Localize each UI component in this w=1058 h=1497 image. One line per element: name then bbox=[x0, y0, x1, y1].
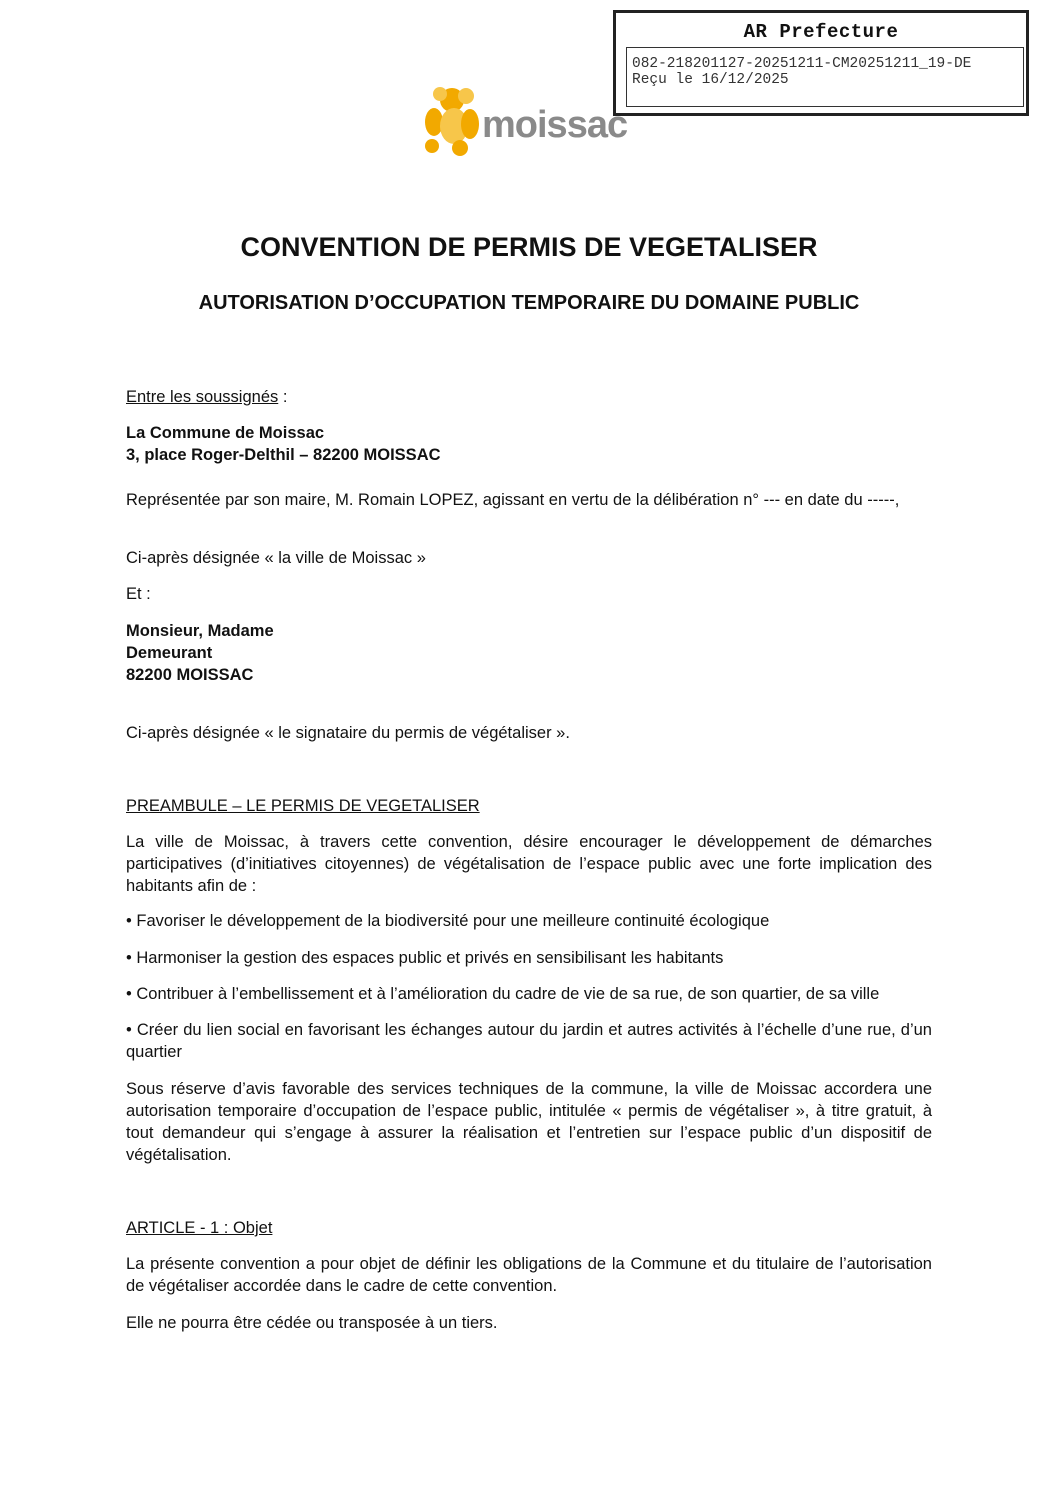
parties-intro-label: Entre les soussignés bbox=[126, 388, 279, 406]
stamp-title: AR Prefecture bbox=[743, 21, 899, 43]
signatory-city: 82200 MOISSAC bbox=[126, 666, 254, 684]
preamble-bullet: • Favoriser le développement de la biodiversité pour une meilleure continuité écologique bbox=[126, 912, 770, 930]
preamble-heading: PREAMBULE – LE PERMIS DE VEGETALISER bbox=[126, 797, 480, 815]
commune-address: 3, place Roger-Delthil – 82200 MOISSAC bbox=[126, 446, 441, 464]
document-title: CONVENTION DE PERMIS DE VEGETALISER bbox=[240, 232, 818, 262]
logo-emblem-icon bbox=[416, 84, 486, 160]
prefecture-stamp bbox=[613, 10, 1029, 116]
stamp-details bbox=[626, 47, 1024, 107]
signatory-block bbox=[126, 620, 932, 686]
preamble-reserve: Sous réserve d’avis favorable des services techniques de la commune, la ville de Moissac accordera une autorisation temporaire d’occupation de l’espace public, intitulée « permis de végétaliser », à titre gratuit, à tout demandeur qui s’engage à assurer la réalisation et l’entretien sur l’espace public d’un dispositif de végétalisation. bbox=[126, 1080, 932, 1164]
preamble-intro: La ville de Moissac, à travers cette convention, désire encourager le développement de démarches participatives (d’initiatives citoyennes) de végétalisation de l’espace public avec une forte implication des habitants afin de : bbox=[126, 833, 932, 895]
signatory-residence: Demeurant bbox=[126, 644, 213, 662]
logo-wordmark: moissac bbox=[482, 104, 628, 146]
stamp-reference: 082-218201127-20251211-CM20251211_19-DE bbox=[632, 56, 972, 72]
designated-signatory: Ci-après désignée « le signataire du permis de végétaliser ». bbox=[126, 724, 570, 742]
moissac-logo bbox=[416, 84, 666, 160]
document-subtitle: AUTORISATION D’OCCUPATION TEMPORAIRE DU DOMAINE PUBLIC bbox=[198, 292, 860, 314]
stamp-received-date: Reçu le 16/12/2025 bbox=[632, 72, 789, 88]
article1-heading: ARTICLE - 1 : Objet bbox=[126, 1219, 273, 1237]
and-label: Et : bbox=[126, 585, 151, 603]
preamble-bullet: • Harmoniser la gestion des espaces public et privés en sensibilisant les habitants bbox=[126, 949, 724, 967]
represented-paragraph: Représentée par son maire, M. Romain LOPEZ, agissant en vertu de la délibération n° --- en date du -----, bbox=[126, 491, 900, 509]
designated-city: Ci-après désignée « la ville de Moissac » bbox=[126, 549, 426, 567]
parties-intro: Entre les soussignés : bbox=[126, 388, 288, 406]
preamble-bullet: • Contribuer à l’embellissement et à l’amélioration du cadre de vie de sa rue, de son quartier, de sa ville bbox=[126, 985, 880, 1003]
signatory-title: Monsieur, Madame bbox=[126, 622, 274, 640]
preamble-bullet: • Créer du lien social en favorisant les échanges autour du jardin et autres activités à l’échelle d’une rue, d’un quartier bbox=[126, 1021, 932, 1061]
article1-paragraph: La présente convention a pour objet de définir les obligations de la Commune et du titulaire de l’autorisation de végétaliser accordée dans le cadre de cette convention. bbox=[126, 1255, 932, 1295]
article1-paragraph: Elle ne pourra être cédée ou transposée à un tiers. bbox=[126, 1314, 498, 1332]
commune-block bbox=[126, 422, 932, 466]
commune-name: La Commune de Moissac bbox=[126, 424, 325, 442]
